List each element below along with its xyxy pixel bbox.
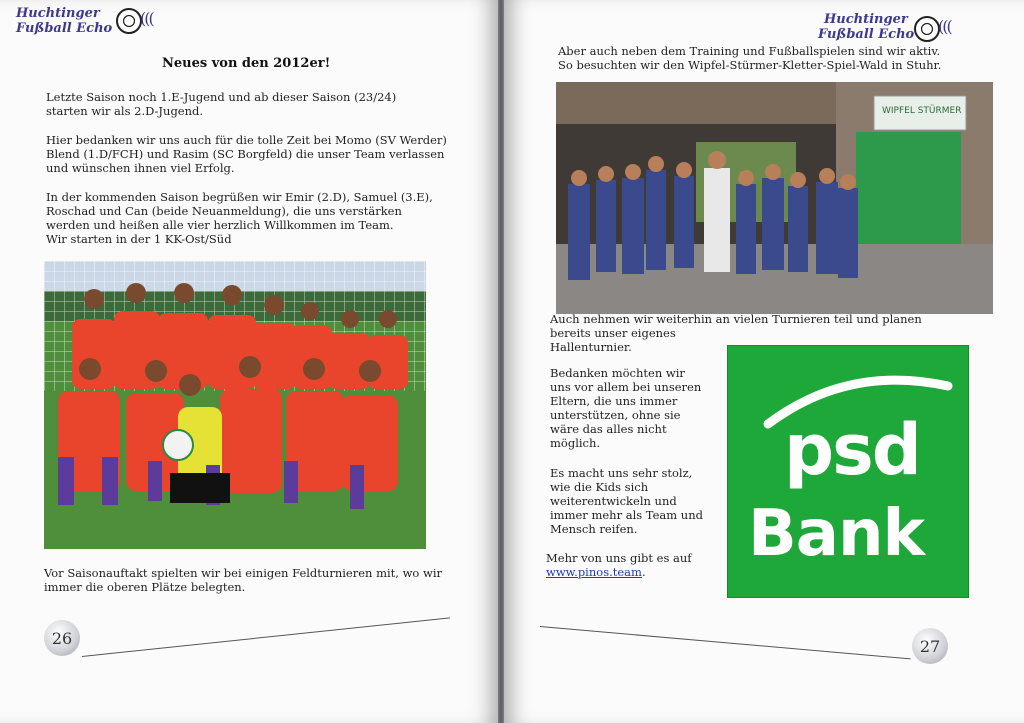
paragraph-proud: Es macht uns sehr stolz, wie die Kids sich weiterentwickeln und immer mehr als Team und Mensch reifen. — [550, 466, 703, 536]
paragraph-season: Letzte Saison noch 1.E-Jugend und ab dieser Saison (23/24) starten wir als 2.D-Jugend. — [46, 90, 397, 118]
paragraph-parents: Bedanken möchten wir uns vor allem bei unseren Eltern, die uns immer unterstützen, ohne sie wäre das alles nicht möglich. — [550, 366, 702, 450]
logo-line1: Huchtinger — [16, 6, 100, 21]
website-link[interactable]: www.pinos.team — [546, 565, 642, 579]
footer-rule-left — [82, 617, 450, 657]
waves-icon: ((( — [938, 17, 951, 36]
paragraph-more: Mehr von uns gibt es auf www.pinos.team. — [546, 551, 692, 579]
psd-bank-ad — [727, 345, 969, 598]
footer-rule-right — [540, 626, 911, 659]
newsletter-logo-right — [818, 12, 951, 42]
waves-icon: ((( — [140, 9, 153, 28]
left-page — [0, 0, 498, 723]
psd-bank-logo-bottom: Bank — [748, 497, 925, 571]
page-number-left: 26 — [44, 620, 80, 656]
logo-line1: Huchtinger — [824, 12, 908, 27]
climbing-park-photo — [556, 82, 993, 314]
page-number-right: 27 — [912, 628, 948, 664]
paragraph-hall-tournament: Auch nehmen wir weiterhin an vielen Turnieren teil und planen bereits unser eigenes Hallenturnier. — [550, 312, 922, 354]
football-icon — [914, 16, 940, 42]
newsletter-logo — [16, 6, 153, 36]
paragraph-tournaments: Vor Saisonauftakt spielten wir bei einigen Feldturnieren mit, wo wir immer die oberen Plätze belegten. — [44, 566, 443, 594]
team-photo — [44, 261, 426, 549]
park-sign-text: WIPFEL STÜRMER — [882, 106, 962, 116]
paragraph-thanks: Hier bedanken wir uns auch für die tolle Zeit bei Momo (SV Werder) Blend (1.D/FCH) und Rasim (SC Borgfeld) die unser Team verlassen und wünschen ihnen viel Erfolg. — [46, 133, 447, 175]
logo-line2: Fußball Echo — [818, 27, 915, 42]
football-icon — [116, 8, 142, 34]
psd-bank-logo-top: psd — [784, 409, 920, 491]
page-title: Neues von den 2012er! — [162, 56, 331, 71]
logo-line2: Fußball Echo — [16, 21, 113, 36]
paragraph-welcome: In der kommenden Saison begrüßen wir Emir (2.D), Samuel (3.E), Roschad und Can (beide Neuanmeldung), die uns verstärken werden und heißen alle vier herzlich Willkommen im Team. Wir starten in der 1 KK-Ost/Süd — [46, 190, 433, 246]
paragraph-activities: Aber auch neben dem Training und Fußballspielen sind wir aktiv. So besuchten wir den Wipfel-Stürmer-Kletter-Spiel-Wald in Stuhr. — [558, 44, 942, 72]
